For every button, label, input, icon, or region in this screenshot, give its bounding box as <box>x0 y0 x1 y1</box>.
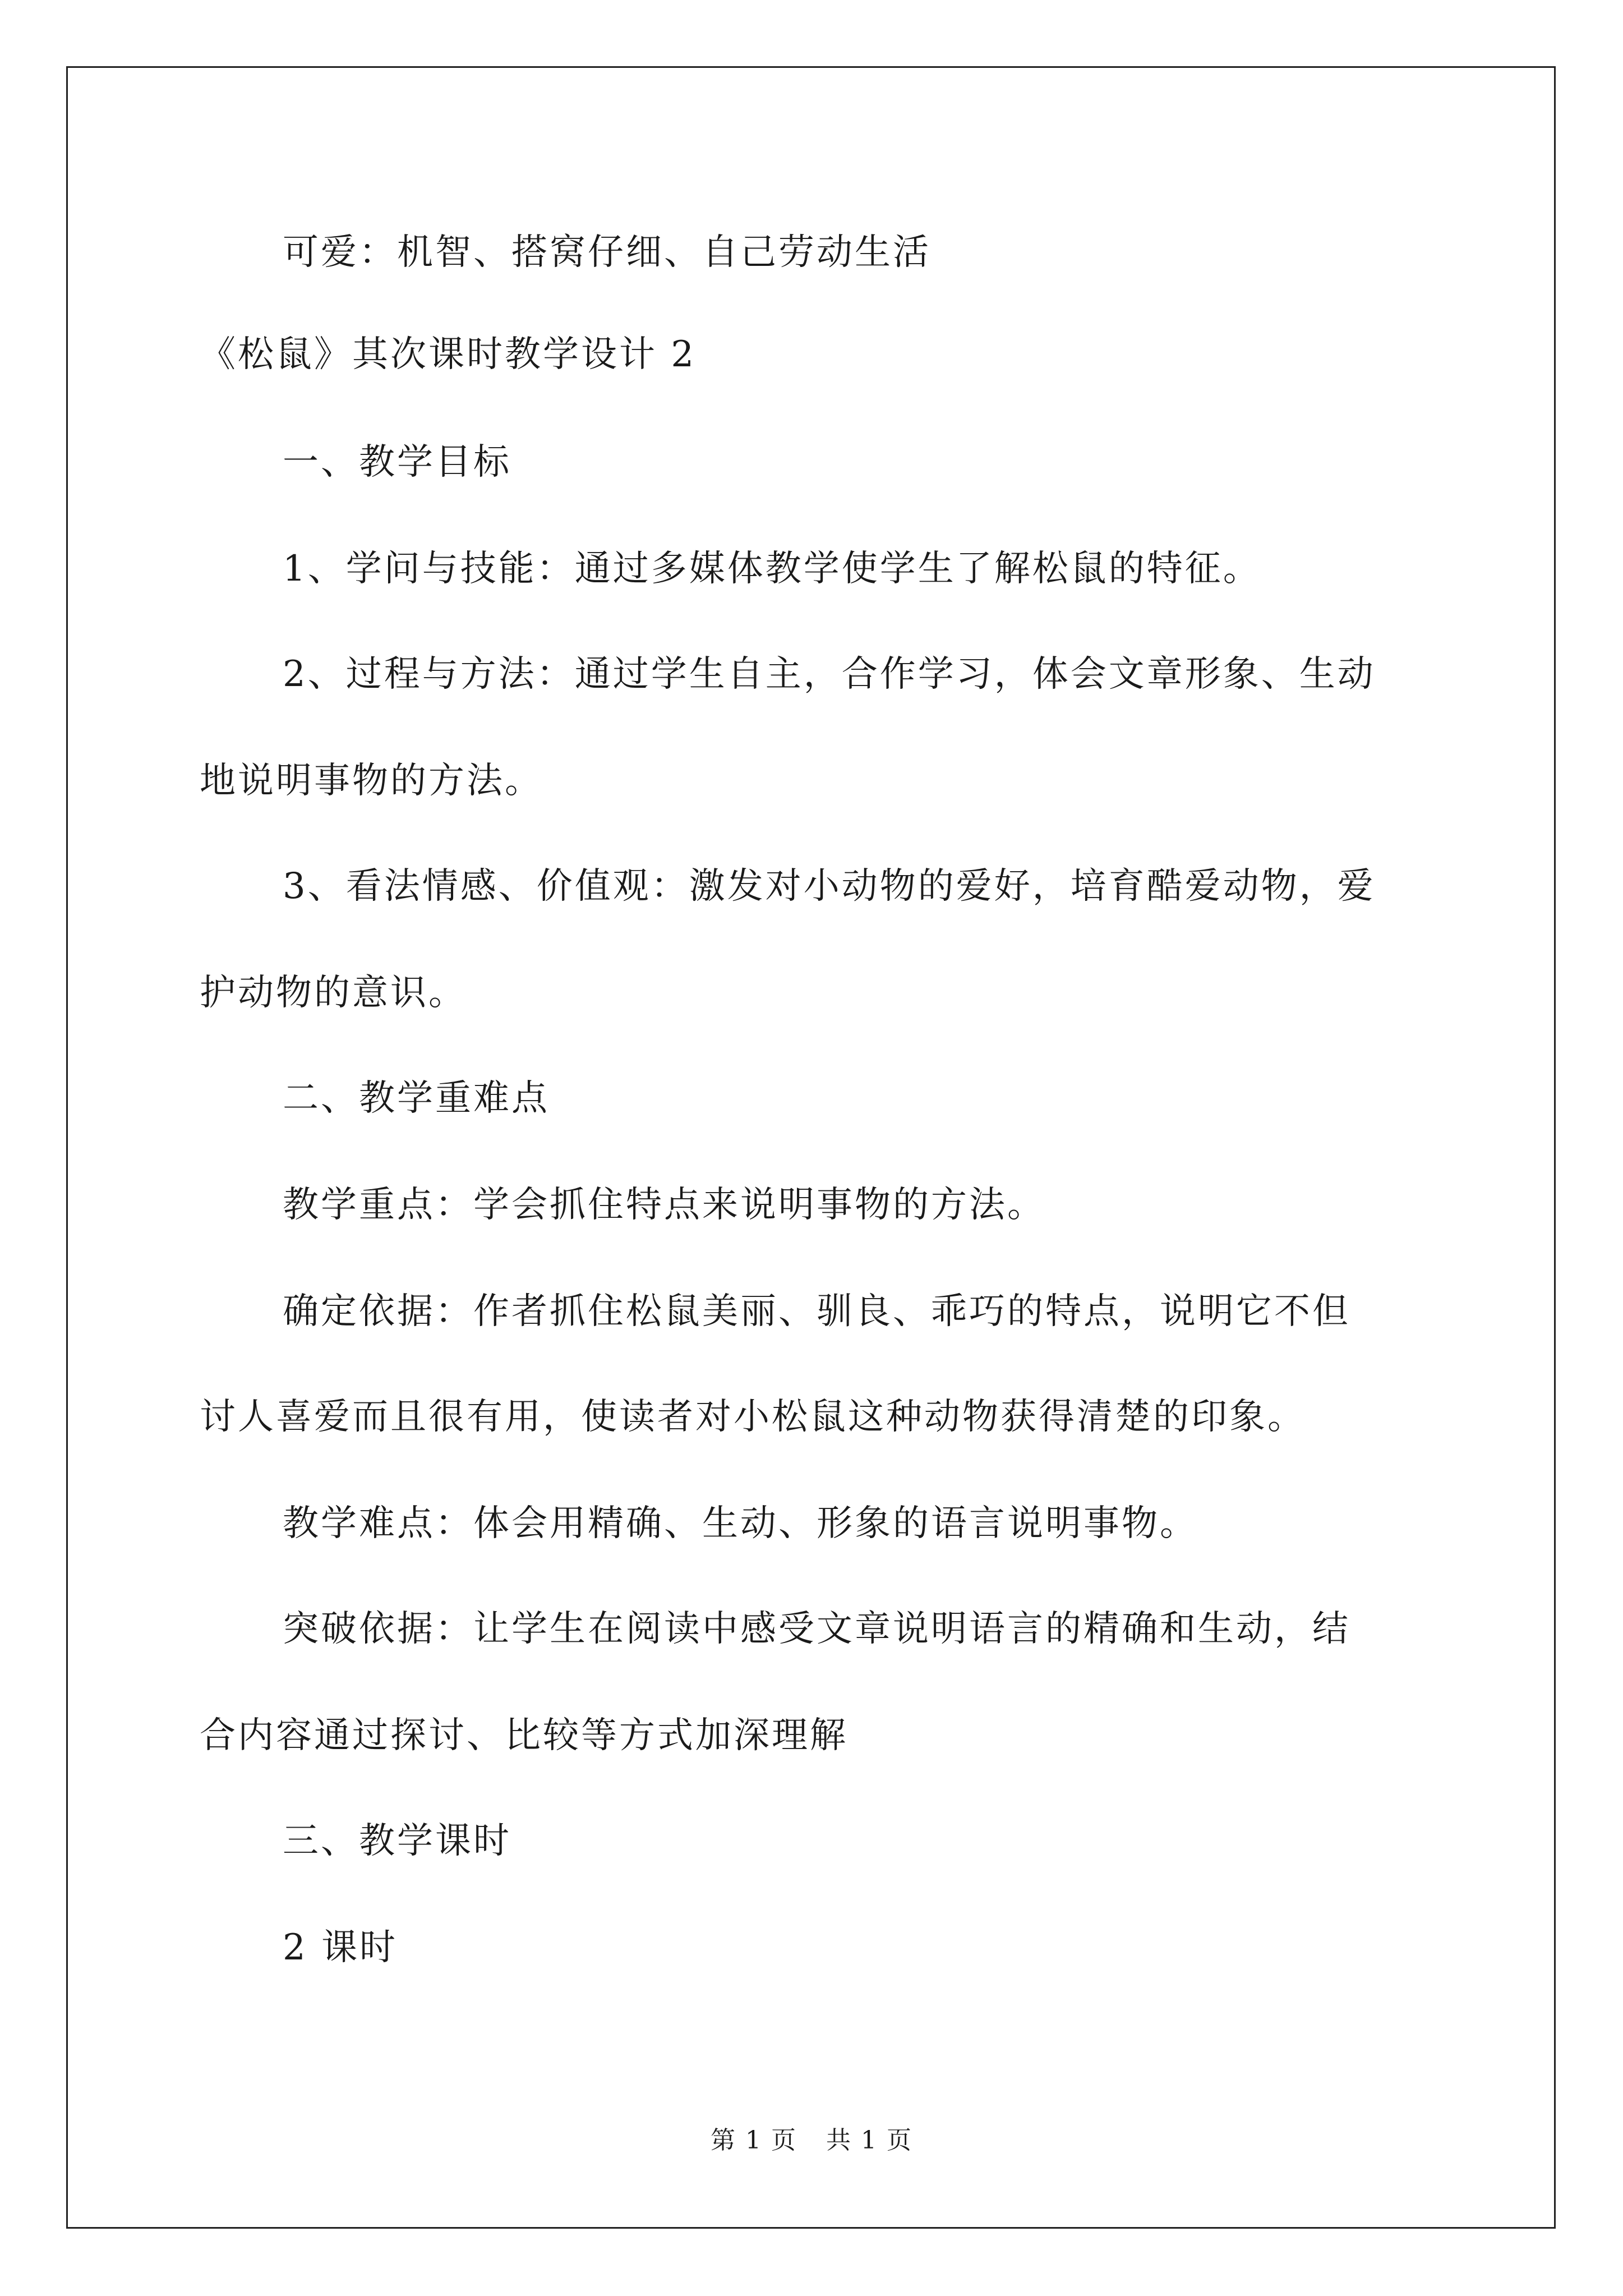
paragraph-line: 可爱：机智、搭窝仔细、自己劳动生活 <box>283 232 931 273</box>
paragraph-line: 教学重点：学会抓住特点来说明事物的方法。 <box>283 1184 1045 1226</box>
heading-objectives: 一、教学目标 <box>283 441 511 483</box>
page-number: 第 1 页 <box>711 2126 797 2155</box>
paragraph-line: 突破依据：让学生在阅读中感受文章说明语言的精确和生动，结 <box>283 1608 1350 1650</box>
paragraph-line: 1、学问与技能：通过多媒体教学使学生了解松鼠的特征。 <box>283 548 1261 590</box>
paragraph-line: 2 课时 <box>283 1927 398 1968</box>
section-title: 《松鼠》其次课时教学设计 2 <box>200 334 697 375</box>
page-footer <box>0 2128 1623 2153</box>
paragraph-line: 3、看法情感、价值观：激发对小动物的爱好，培育酷爱动物，爱 <box>283 866 1376 907</box>
paragraph-line: 教学难点：体会用精确、生动、形象的语言说明事物。 <box>283 1503 1198 1544</box>
heading-class-hours: 三、教学课时 <box>283 1820 511 1862</box>
paragraph-line: 2、过程与方法：通过学生自主，合作学习，体会文章形象、生动 <box>283 654 1376 695</box>
paragraph-line: 确定依据：作者抓住松鼠美丽、驯良、乖巧的特点，说明它不但 <box>283 1291 1350 1332</box>
paragraph-line: 护动物的意识。 <box>200 972 467 1014</box>
paragraph-line: 合内容通过探讨、比较等方式加深理解 <box>200 1715 848 1756</box>
page-total: 共 1 页 <box>826 2126 912 2155</box>
heading-key-points: 二、教学重难点 <box>283 1078 550 1119</box>
paragraph-line: 地说明事物的方法。 <box>200 760 543 802</box>
paragraph-line: 讨人喜爱而且很有用，使读者对小松鼠这种动物获得清楚的印象。 <box>200 1396 1306 1438</box>
page-border <box>66 66 1556 2229</box>
